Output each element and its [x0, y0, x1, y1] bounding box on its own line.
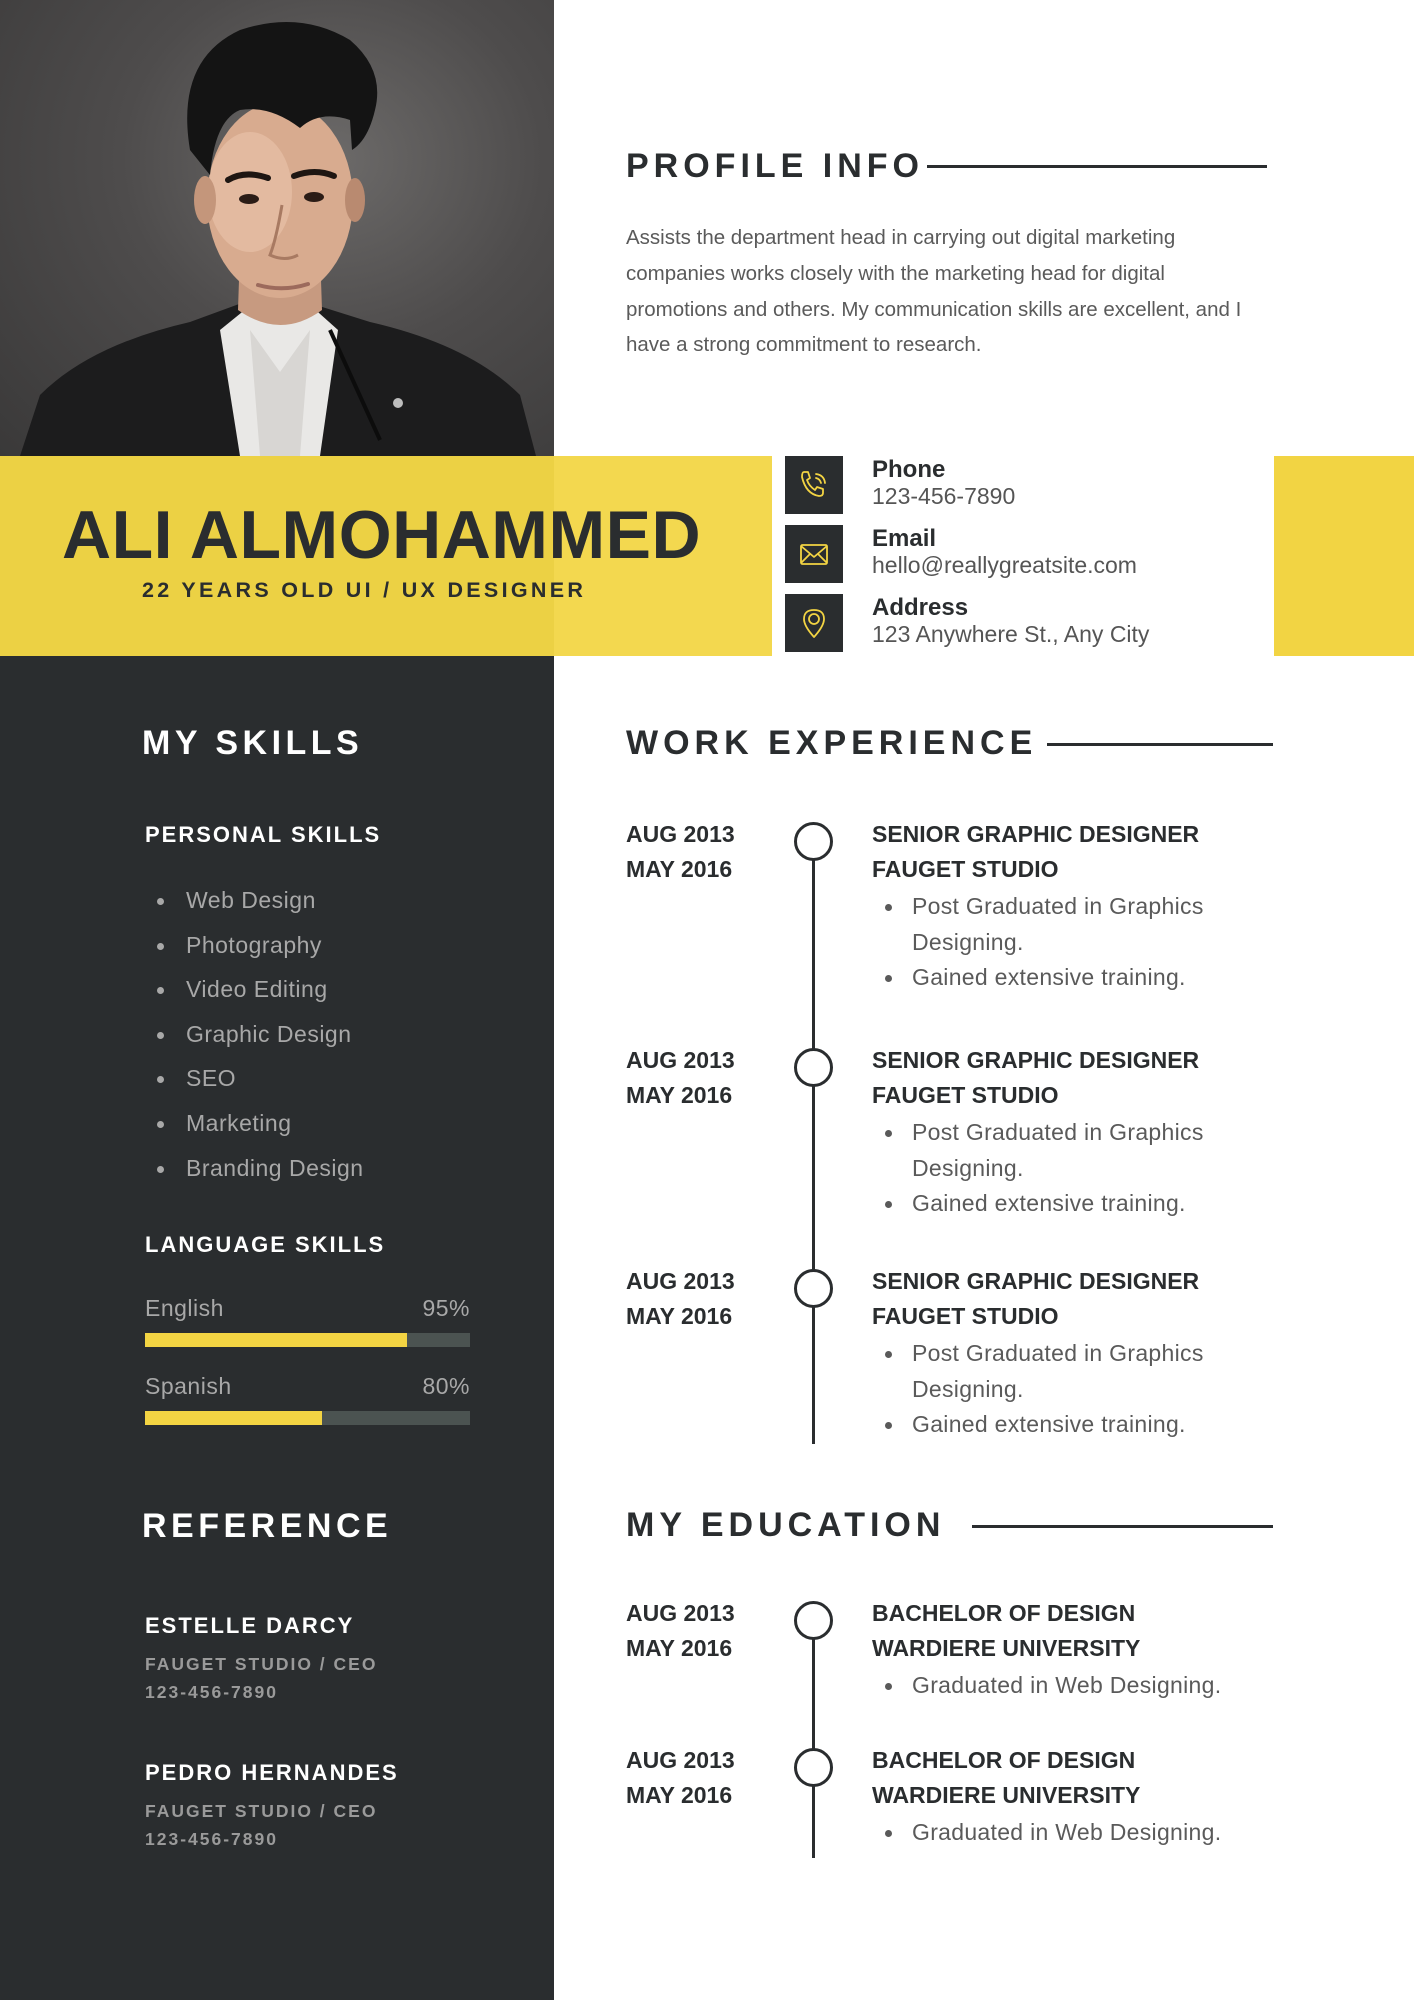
start-date: AUG 2013	[626, 1747, 735, 1773]
list-item: Gained extensive training.	[872, 960, 1292, 996]
school: WARDIERE UNIVERSITY	[872, 1635, 1141, 1661]
list-item: Post Graduated in Graphics Designing.	[872, 1115, 1292, 1186]
list-item: Graduated in Web Designing.	[872, 1668, 1292, 1704]
start-date: AUG 2013	[626, 1268, 735, 1294]
end-date: MAY 2016	[626, 1082, 733, 1108]
timeline-node	[794, 1048, 833, 1087]
date-range	[626, 817, 735, 887]
company: FAUGET STUDIO	[872, 1303, 1059, 1329]
list-item: Video Editing	[145, 967, 364, 1012]
date-range	[626, 1596, 735, 1666]
degree-title: BACHELOR OF DESIGN	[872, 1747, 1136, 1773]
list-item: Photography	[145, 923, 364, 968]
language-name: Spanish	[145, 1373, 232, 1399]
start-date: AUG 2013	[626, 1600, 735, 1626]
candidate-subtitle: 22 YEARS OLD UI / UX DESIGNER	[142, 578, 587, 602]
contact-label: Phone	[872, 456, 946, 483]
reference-name: ESTELLE DARCY	[145, 1613, 355, 1638]
profile-heading: PROFILE INFO	[626, 147, 924, 185]
job-title: SENIOR GRAPHIC DESIGNER	[872, 821, 1200, 847]
contact-address	[785, 594, 1265, 652]
list-item: Post Graduated in Graphics Designing.	[872, 889, 1292, 960]
company: FAUGET STUDIO	[872, 1082, 1059, 1108]
school: WARDIERE UNIVERSITY	[872, 1782, 1141, 1808]
work-timeline-line	[812, 840, 815, 1444]
contact-phone	[785, 456, 1265, 514]
date-range	[626, 1743, 735, 1813]
reference-phone: 123-456-7890	[145, 1829, 278, 1849]
education-item	[872, 1596, 1292, 1704]
list-item: Web Design	[145, 878, 364, 923]
date-range	[626, 1264, 735, 1334]
education-timeline-line	[812, 1620, 815, 1858]
profile-photo	[0, 0, 554, 456]
education-item	[872, 1743, 1292, 1851]
timeline-node	[794, 1748, 833, 1787]
list-item: Gained extensive training.	[872, 1186, 1292, 1222]
reference-heading: REFERENCE	[142, 1507, 393, 1545]
contact-email	[785, 525, 1265, 583]
timeline-node	[794, 1269, 833, 1308]
address-value: 123 Anywhere St., Any City	[872, 621, 1150, 647]
language-progress-bar	[145, 1411, 470, 1425]
start-date: AUG 2013	[626, 1047, 735, 1073]
end-date: MAY 2016	[626, 856, 733, 882]
heading-rule	[972, 1525, 1273, 1528]
phone-value[interactable]: 123-456-7890	[872, 483, 1016, 509]
skills-heading: MY SKILLS	[142, 724, 364, 762]
reference-name: PEDRO HERNANDES	[145, 1760, 399, 1785]
end-date: MAY 2016	[626, 1303, 733, 1329]
language-name: English	[145, 1295, 224, 1321]
contact-label: Email	[872, 525, 937, 552]
reference-role: FAUGET STUDIO / CEO	[145, 1654, 378, 1674]
work-item	[872, 817, 1292, 996]
candidate-name: ALI ALMOHAMMED	[62, 497, 702, 573]
reference-phone: 123-456-7890	[145, 1682, 278, 1702]
reference-role: FAUGET STUDIO / CEO	[145, 1801, 378, 1821]
portrait-illustration	[0, 0, 554, 456]
language-percent: 80%	[422, 1373, 470, 1399]
list-item: Graduated in Web Designing.	[872, 1815, 1292, 1851]
phone-icon	[785, 456, 843, 514]
accent-block	[1274, 456, 1414, 656]
personal-skills-heading: PERSONAL SKILLS	[145, 822, 382, 847]
progress-fill	[145, 1333, 407, 1347]
job-title: SENIOR GRAPHIC DESIGNER	[872, 1047, 1200, 1073]
start-date: AUG 2013	[626, 821, 735, 847]
email-value[interactable]: hello@reallygreatsite.com	[872, 552, 1137, 578]
profile-text: Assists the department head in carrying out digital marketing companies works closely with the marketing head for digital promotions and others. My communication skills are excellent, and I have a strong commitment to research.	[626, 226, 1242, 357]
degree-title: BACHELOR OF DESIGN	[872, 1600, 1136, 1626]
location-pin-icon	[785, 594, 843, 652]
list-item: SEO	[145, 1056, 364, 1101]
work-heading: WORK EXPERIENCE	[626, 724, 1038, 762]
list-item: Marketing	[145, 1101, 364, 1146]
timeline-node	[794, 1601, 833, 1640]
personal-skills-list	[145, 878, 364, 1190]
contact-label: Address	[872, 594, 969, 621]
language-percent: 95%	[422, 1295, 470, 1321]
language-skills-heading: LANGUAGE SKILLS	[145, 1232, 386, 1257]
company: FAUGET STUDIO	[872, 856, 1059, 882]
education-heading: MY EDUCATION	[626, 1506, 946, 1544]
list-item: Gained extensive training.	[872, 1407, 1292, 1443]
job-title: SENIOR GRAPHIC DESIGNER	[872, 1268, 1200, 1294]
work-item	[872, 1264, 1292, 1443]
end-date: MAY 2016	[626, 1782, 733, 1808]
timeline-node	[794, 822, 833, 861]
work-item	[872, 1043, 1292, 1222]
list-item: Branding Design	[145, 1146, 364, 1191]
heading-rule	[1047, 743, 1273, 746]
heading-rule	[927, 165, 1267, 168]
date-range	[626, 1043, 735, 1113]
end-date: MAY 2016	[626, 1635, 733, 1661]
list-item: Graphic Design	[145, 1012, 364, 1057]
language-progress-bar	[145, 1333, 470, 1347]
list-item: Post Graduated in Graphics Designing.	[872, 1336, 1292, 1407]
progress-fill	[145, 1411, 322, 1425]
email-icon	[785, 525, 843, 583]
